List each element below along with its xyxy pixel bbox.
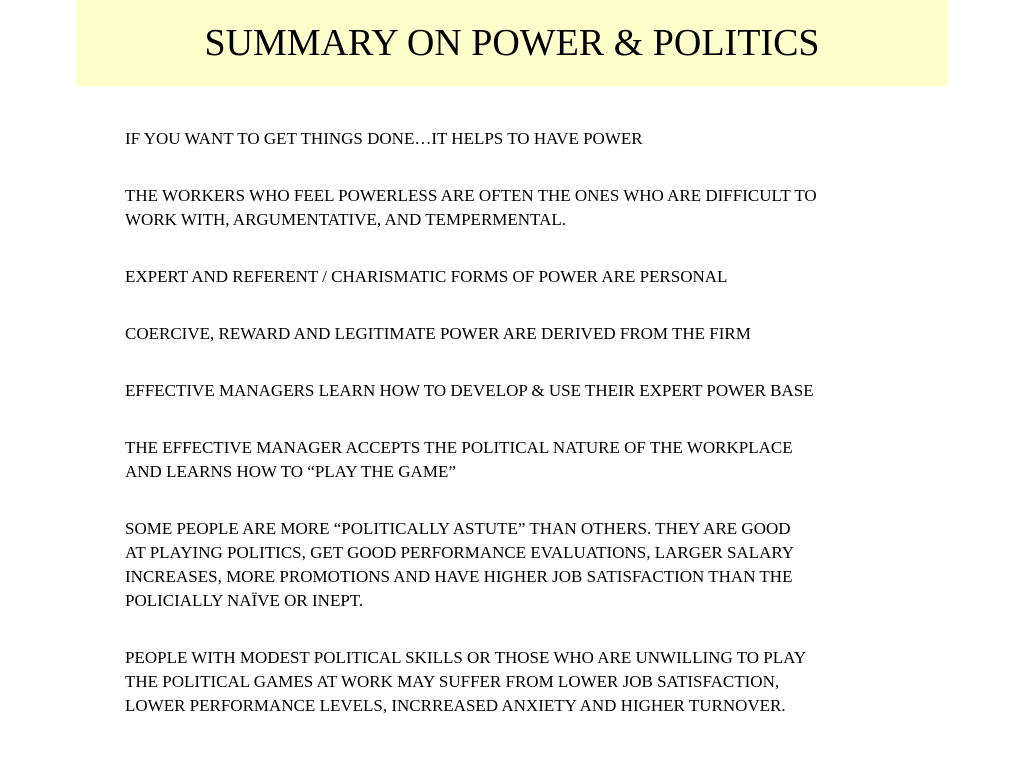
list-item: EXPERT AND REFERENT / CHARISMATIC FORMS OF POWER ARE PERSONAL <box>125 267 728 286</box>
list-item: COERCIVE, REWARD AND LEGITIMATE POWER ARE DERIVED FROM THE FIRM <box>125 324 751 343</box>
bullet-list <box>125 127 955 751</box>
list-item: PEOPLE WITH MODEST POLITICAL SKILLS OR THOSE WHO ARE UNWILLING TO PLAY THE POLITICAL GAMES AT WORK MAY SUFFER FROM LOWER JOB SATISFACTION, LOWER PERFORMANCE LEVELS, INCRREASED ANXIETY AND HIGHER TURNOVER. <box>125 648 807 715</box>
list-item: THE EFFECTIVE MANAGER ACCEPTS THE POLITICAL NATURE OF THE WORKPLACE AND LEARNS HOW TO “PLAY THE GAME” <box>125 438 793 481</box>
list-item: THE WORKERS WHO FEEL POWERLESS ARE OFTEN THE ONES WHO ARE DIFFICULT TO WORK WITH, ARGUMENTATIVE, AND TEMPERMENTAL. <box>125 186 817 229</box>
list-item: EFFECTIVE MANAGERS LEARN HOW TO DEVELOP & USE THEIR EXPERT POWER BASE <box>125 381 814 400</box>
title-band <box>76 0 948 86</box>
list-item: IF YOU WANT TO GET THINGS DONE…IT HELPS TO HAVE POWER <box>125 129 643 148</box>
list-item: SOME PEOPLE ARE MORE “POLITICALLY ASTUTE” THAN OTHERS. THEY ARE GOOD AT PLAYING POLITICS, GET GOOD PERFORMANCE EVALUATIONS, LARGER SALARY INCREASES, MORE PROMOTIONS AND HAVE HIGHER JOB SATISFACTION THAN THE POLICIALLY NAÏVE OR INEPT. <box>125 519 795 610</box>
slide-title: SUMMARY ON POWER & POLITICS <box>204 22 820 64</box>
